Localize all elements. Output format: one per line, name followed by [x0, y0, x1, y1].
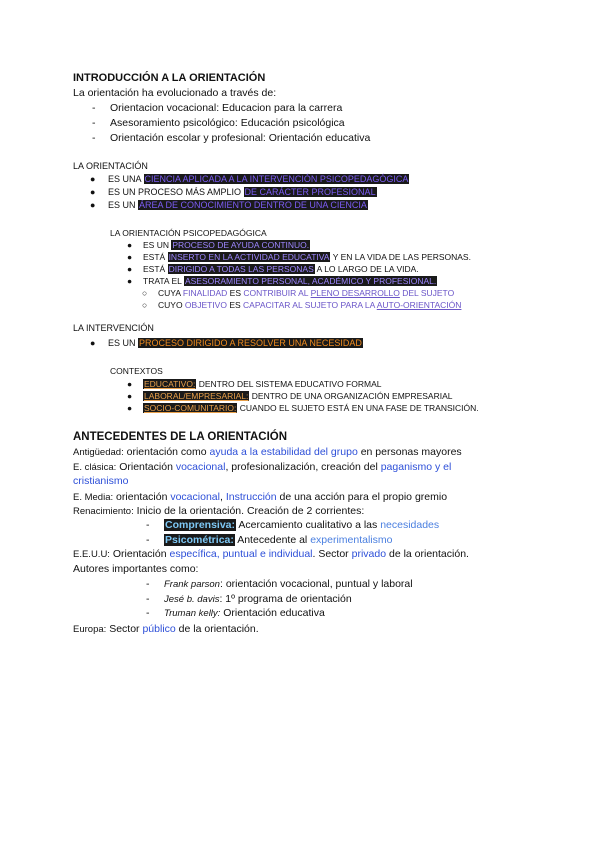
list-item: ● ES UN PROCESO DE AYUDA CONTINUO. — [127, 240, 310, 250]
list-item: ● ES UN ÁREA DE CONOCIMIENTO DENTRO DE UNA CIENCIA — [90, 200, 367, 210]
list-item: - Comprensiva: Acercamiento cualitativo a las necesidades — [146, 519, 440, 531]
paragraph: E. clásica: Orientación vocacional, profesionalización, creación del paganismo y el — [73, 461, 452, 473]
list-item: ● ES UN PROCESO MÁS AMPLIO DE CARÁCTER PROFESIONAL — [90, 187, 376, 197]
list-item: ● LABORAL/EMPRESARIAL: DENTRO DE UNA ORGANIZACIÓN EMPRESARIAL — [127, 391, 453, 401]
intro-item: - Asesoramiento psicológico: Educación psicológica — [92, 117, 345, 129]
dash-bullet: - — [146, 578, 150, 590]
bullet-icon: ● — [127, 240, 133, 250]
intervencion-title: LA INTERVENCIÓN — [73, 323, 154, 333]
list-item: - Frank parson: orientación vocacional, puntual y laboral — [146, 578, 413, 590]
list-item: - Psicométrica: Antecedente al experimentalismo — [146, 534, 393, 546]
intro-item: - Orientacion vocacional: Educacion para la carrera — [92, 102, 343, 114]
dash-bullet: - — [146, 607, 150, 619]
orientacion-title: LA ORIENTACIÓN — [73, 161, 148, 171]
dash-bullet: - — [146, 534, 150, 546]
list-item: ● ES UN PROCESO DIRIGIDO A RESOLVER UNA NECESIDAD — [90, 338, 362, 348]
sub-list-item: ○ CUYO OBJETIVO ES CAPACITAR AL SUJETO PARA LA AUTO-ORIENTACIÓN — [142, 300, 462, 310]
list-item: ● ESTÁ DIRIGIDO A TODAS LAS PERSONAS A LO LARGO DE LA VIDA. — [127, 264, 419, 274]
sub-list-item: ○ CUYA FINALIDAD ES CONTRIBUIR AL PLENO DESARROLLO DEL SUJETO — [142, 288, 455, 298]
paragraph: E.E.U.U: Orientación específica, puntual e individual. Sector privado de la orientación. — [73, 548, 469, 560]
paragraph: E. Media: orientación vocacional, Instrucción de una acción para el propio gremio — [73, 491, 448, 503]
list-item: ● EDUCATIVO: DENTRO DEL SISTEMA EDUCATIVO FORMAL — [127, 379, 382, 389]
psico-title: LA ORIENTACIÓN PSICOPEDAGÓGICA — [110, 228, 267, 238]
bullet-icon: ● — [127, 252, 133, 262]
paragraph: Renacimiento: Inicio de la orientación. Creación de 2 corrientes: — [73, 505, 365, 517]
intro-item: - Orientación escolar y profesional: Orientación educativa — [92, 132, 371, 144]
paragraph: Europa: Sector público de la orientación. — [73, 623, 259, 635]
bullet-icon: ● — [127, 264, 133, 274]
paragraph: Autores importantes como: — [73, 563, 199, 575]
bullet-icon: ● — [90, 200, 96, 210]
list-item: - Jesé b. davis: 1º programa de orientación — [146, 593, 352, 605]
list-item: - Truman kelly: Orientación educativa — [146, 607, 325, 619]
paragraph-continued: cristianismo — [73, 475, 129, 487]
bullet-icon: ● — [127, 403, 133, 413]
list-item: ● ES UNA CIENCIA APLICADA A LA INTERVENCIÓN PSICOPEDAGÓGICA — [90, 174, 409, 184]
bullet-icon: ● — [127, 391, 133, 401]
list-item: ● SOCIO-COMUNITARIO: CUANDO EL SUJETO ESTÁ EN UNA FASE DE TRANSICIÓN. — [127, 403, 479, 413]
bullet-icon: ● — [127, 276, 133, 286]
circle-bullet-icon: ○ — [142, 288, 148, 298]
dash-bullet: - — [92, 102, 96, 114]
intro-title: INTRODUCCIÓN A LA ORIENTACIÓN — [73, 72, 266, 84]
contextos-title: CONTEXTOS — [110, 366, 163, 376]
antecedentes-title: ANTECEDENTES DE LA ORIENTACIÓN — [73, 431, 288, 443]
dash-bullet: - — [146, 593, 150, 605]
dash-bullet: - — [92, 117, 96, 129]
dash-bullet: - — [92, 132, 96, 144]
bullet-icon: ● — [127, 379, 133, 389]
bullet-icon: ● — [90, 187, 96, 197]
paragraph: Antigüedad: orientación como ayuda a la estabilidad del grupo en personas mayores — [73, 446, 462, 458]
list-item: ● ESTÁ INSERTO EN LA ACTIVIDAD EDUCATIVA Y EN LA VIDA DE LAS PERSONAS. — [127, 252, 471, 262]
bullet-icon: ● — [90, 174, 96, 184]
intro-lead: La orientación ha evolucionado a través de: — [73, 87, 277, 99]
dash-bullet: - — [146, 519, 150, 531]
list-item: ● TRATA EL ASESORAMIENTO PERSONAL, ACADÉMICO Y PROFESIONAL. — [127, 276, 437, 286]
bullet-icon: ● — [90, 338, 96, 348]
circle-bullet-icon: ○ — [142, 300, 148, 310]
